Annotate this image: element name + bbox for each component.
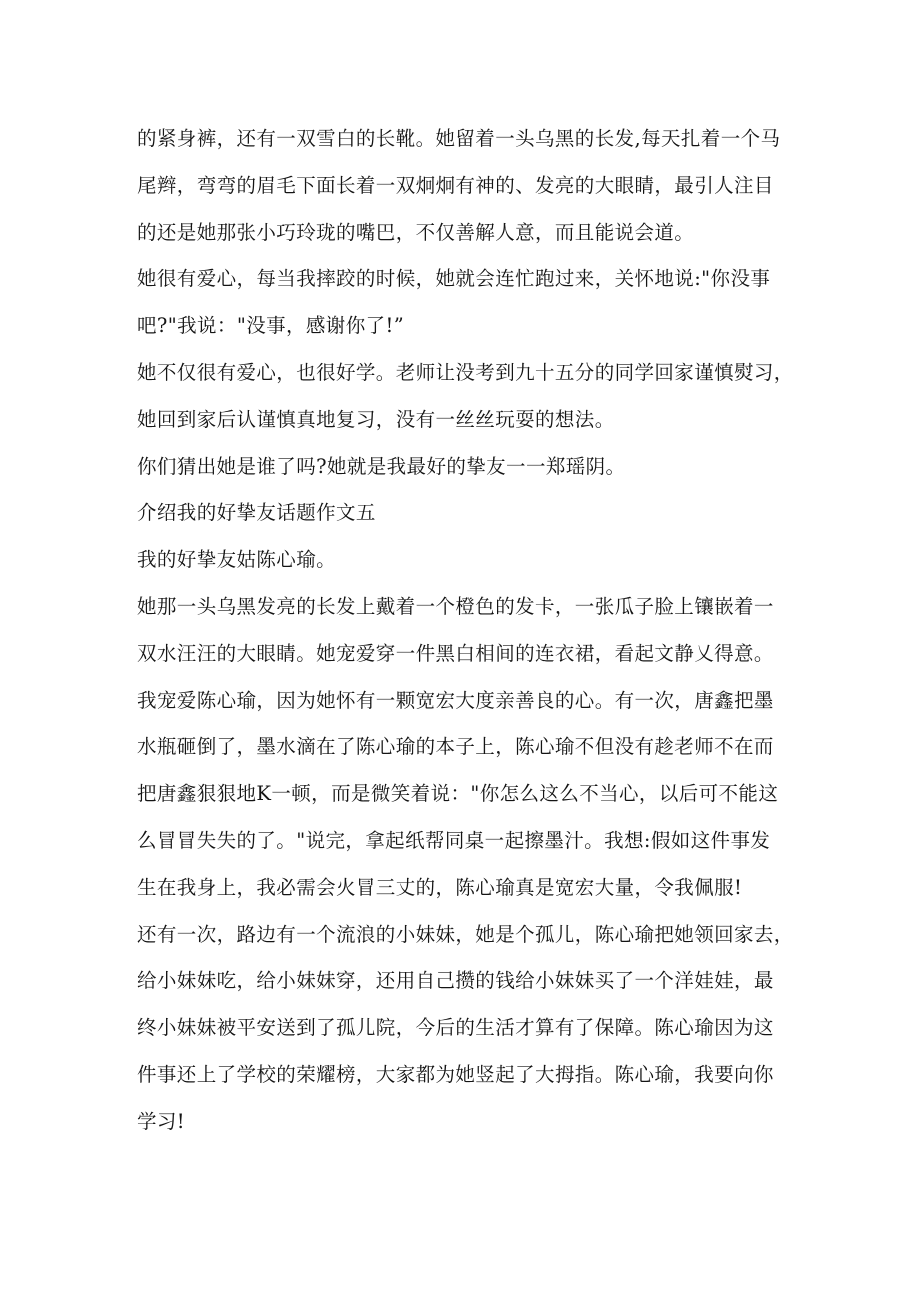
text-line: 水瓶砸倒了，墨水滴在了陈心瑜的本子上，陈心瑜不但没有趁老师不在而	[137, 735, 774, 759]
text-line: 么冒冒失失的了。"说完，拿起纸帮同桌一起擦墨汁。我想:假如这件事发	[137, 828, 771, 852]
text-line: 她不仅很有爱心，也很好学。老师让没考到九十五分的同学回家谨慎熨习，	[137, 360, 794, 384]
text-line: 把唐鑫狠狠地K一顿，而是微笑着说："你怎么这么不当心，以后可不能这	[137, 782, 779, 806]
text-line: 我的好挚友姑陈心瑜。	[137, 548, 337, 572]
text-line: 件事还上了学校的荣耀榜，大家都为她竖起了大拇指。陈心瑜，我要向你	[137, 1062, 774, 1086]
text-line: 学习!	[137, 1109, 186, 1133]
text-line: 还有一次，路边有一个流浪的小妹妹，她是个孤儿，陈心瑜把她领回家去，	[137, 922, 794, 946]
text-line: 尾辫，弯弯的眉毛下面长着一双炯炯有神的、发亮的大眼睛，最引人注目	[137, 173, 774, 197]
text-line: 我宠爱陈心瑜，因为她怀有一颗宽宏大度亲善良的心。有一次，唐鑫把墨	[137, 688, 774, 712]
text-line: 双水汪汪的大眼睛。她宠爱穿一件黑白相间的连衣裙，看起文静乂得意。	[137, 641, 774, 665]
document-body	[137, 116, 797, 1146]
text-line: 给小妹妹吃，给小妹妹穿，还用自己攒的钱给小妹妹买了一个洋娃娃，最	[137, 969, 774, 993]
text-line: 她很有爱心，每当我摔跤的时候，她就会连忙跑过来，关怀地说:"你没事	[137, 267, 771, 291]
text-line: 的紧身裤，还有一双雪白的长靴。她留着一头乌黑的长发,每天扎着一个马	[137, 127, 781, 150]
section-heading: 介绍我的好挚友话题作文五	[137, 501, 376, 525]
text-line: 的还是她那张小巧玲珑的嘴巴，不仅善解人意，而且能说会道。	[137, 220, 695, 244]
text-line: 她那一头乌黑发亮的长发上戴着一个橙色的发卡，一张瓜子脸上镶嵌着一	[137, 594, 774, 618]
text-line: 终小妹妹被平安送到了孤儿院，今后的生活才算有了保障。陈心瑜因为这	[137, 1016, 774, 1040]
text-line: 你们猜出她是谁了吗?她就是我最好的挚友一一郑瑶阴。	[137, 454, 626, 478]
text-line: 她回到家后认谨慎真地复习，没有一丝丝玩耍的想法。	[137, 407, 615, 431]
text-line: 生在我身上，我必需会火冒三丈的，陈心瑜真是宽宏大量，令我佩服!	[137, 875, 743, 899]
text-line: 吧?"我说："没事，感谢你了!”	[137, 314, 405, 338]
